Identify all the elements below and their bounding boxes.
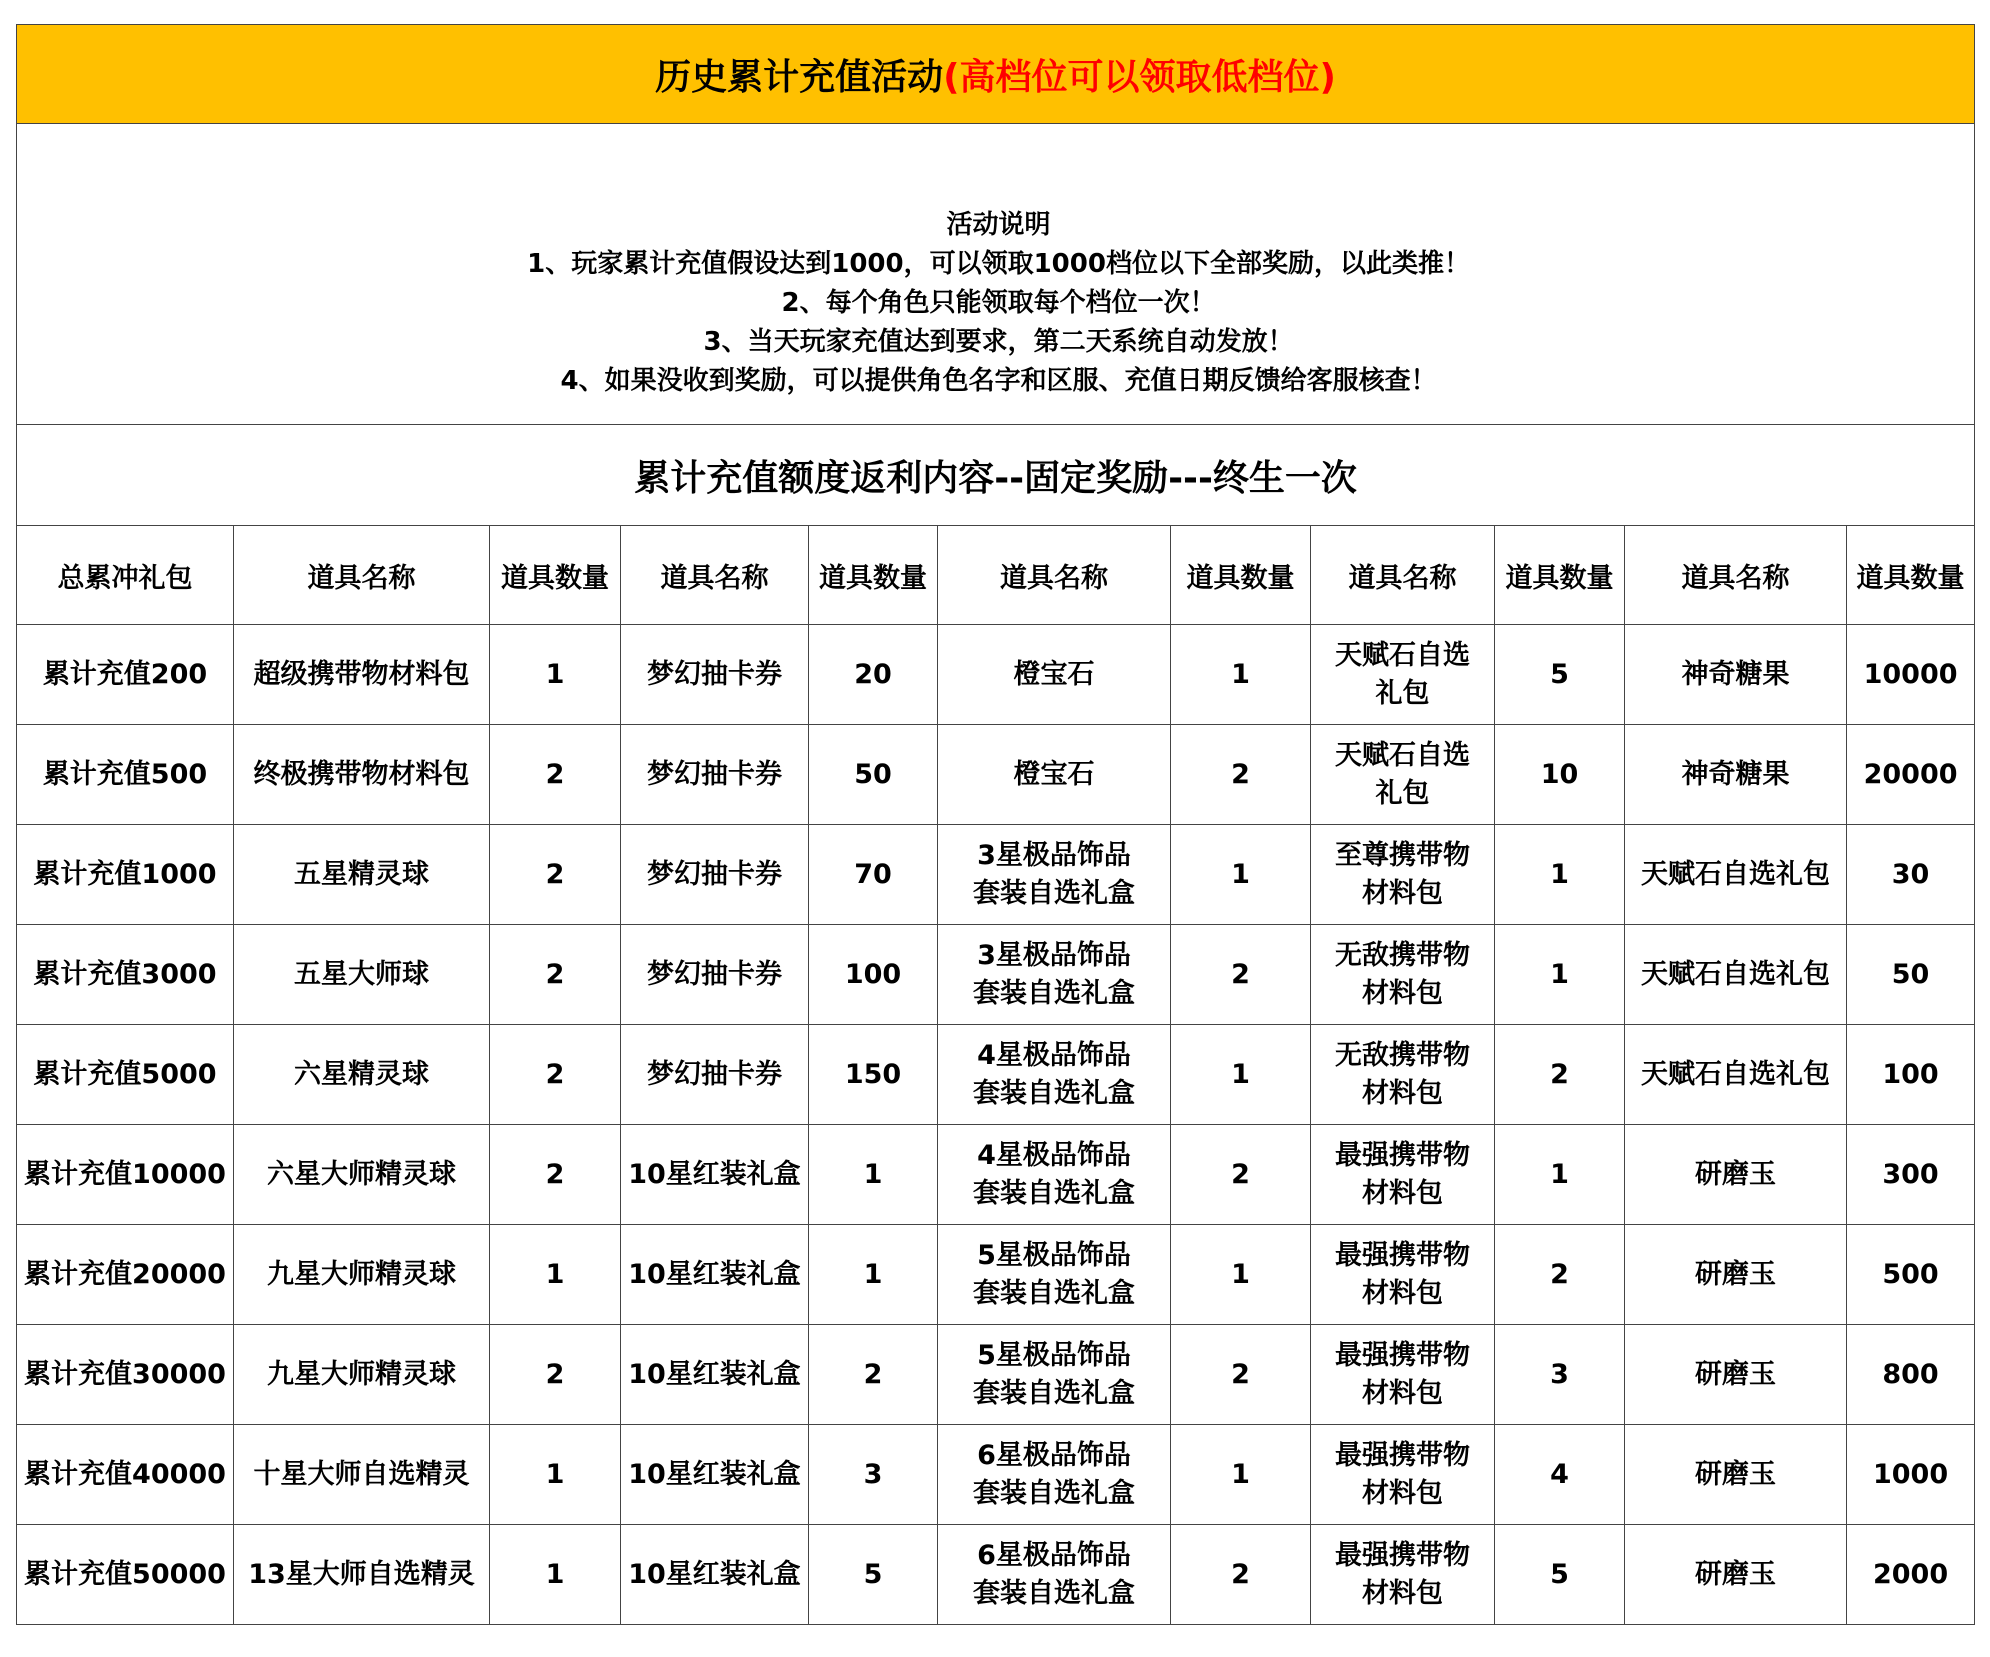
item-name: 最强携带物材料包 xyxy=(1335,1139,1470,1209)
notes-row xyxy=(17,124,1975,425)
item-qty-cell xyxy=(809,825,938,925)
item-quantity: 1 xyxy=(1550,858,1569,890)
item-name-cell xyxy=(1311,1325,1495,1425)
item-qty-cell xyxy=(809,1225,938,1325)
item-name-cell xyxy=(621,925,809,1025)
title-main: 历史累计充值活动 xyxy=(655,56,944,98)
item-name: 最强携带物材料包 xyxy=(1335,1239,1470,1309)
item-name: 六星大师精灵球 xyxy=(267,1158,456,1190)
item-name: 橙宝石 xyxy=(1013,758,1095,790)
item-quantity: 2000 xyxy=(1872,1558,1949,1590)
item-name-cell xyxy=(938,1525,1171,1625)
item-name: 九星大师精灵球 xyxy=(267,1258,456,1290)
item-name: 最强携带物材料包 xyxy=(1335,1439,1470,1509)
item-name-cell xyxy=(1311,825,1495,925)
item-qty-cell xyxy=(809,1025,938,1125)
item-quantity: 1 xyxy=(863,1158,883,1190)
item-name-cell xyxy=(621,1525,809,1625)
item-qty-cell xyxy=(1171,625,1311,725)
tier-cell xyxy=(17,725,234,825)
item-name: 九星大师精灵球 xyxy=(267,1358,456,1390)
item-qty-cell xyxy=(1171,1425,1311,1525)
item-qty-cell xyxy=(809,625,938,725)
item-name: 研磨玉 xyxy=(1695,1358,1776,1390)
item-name-cell xyxy=(1311,1025,1495,1125)
item-name: 研磨玉 xyxy=(1695,1558,1776,1590)
column-header: 道具名称 xyxy=(1311,526,1495,625)
item-name-cell xyxy=(621,625,809,725)
item-qty-cell xyxy=(490,725,621,825)
page-title xyxy=(17,25,1975,124)
item-name: 梦幻抽卡券 xyxy=(647,758,782,790)
item-qty-cell xyxy=(490,1525,621,1625)
item-name: 10星红装礼盒 xyxy=(628,1258,801,1290)
column-header: 道具数量 xyxy=(1847,526,1975,625)
item-name: 最强携带物材料包 xyxy=(1335,1339,1470,1409)
column-header: 道具数量 xyxy=(809,526,938,625)
item-quantity: 5 xyxy=(1550,658,1569,690)
item-name-cell xyxy=(621,1025,809,1125)
item-quantity: 1 xyxy=(1231,858,1250,890)
item-name-cell xyxy=(938,825,1171,925)
tier-label: 累计充值50000 xyxy=(24,1558,226,1590)
item-quantity: 1000 xyxy=(1872,1458,1949,1490)
item-qty-cell xyxy=(490,1325,621,1425)
item-name: 研磨玉 xyxy=(1695,1458,1776,1490)
item-qty-cell xyxy=(809,1525,938,1625)
item-qty-cell xyxy=(1495,1025,1625,1125)
item-quantity: 10 xyxy=(1540,758,1579,790)
item-name: 无敌携带物材料包 xyxy=(1335,1039,1470,1109)
item-quantity: 50 xyxy=(1891,958,1930,990)
item-quantity: 1 xyxy=(1550,958,1569,990)
table-row xyxy=(17,1425,1975,1525)
item-name: 4星极品饰品套装自选礼盒 xyxy=(973,1139,1135,1209)
tier-cell xyxy=(17,925,234,1025)
tier-label: 累计充值3000 xyxy=(33,958,217,990)
item-name-cell xyxy=(1311,1525,1495,1625)
item-name: 神奇糖果 xyxy=(1681,658,1790,690)
item-quantity: 2 xyxy=(1231,758,1250,790)
item-qty-cell xyxy=(1847,1325,1975,1425)
item-name-cell xyxy=(938,1025,1171,1125)
item-name-cell xyxy=(938,725,1171,825)
item-name: 6星极品饰品套装自选礼盒 xyxy=(973,1439,1135,1509)
item-name-cell xyxy=(938,925,1171,1025)
item-name-cell xyxy=(1625,1325,1847,1425)
item-name-cell xyxy=(621,1425,809,1525)
item-qty-cell xyxy=(1847,1025,1975,1125)
tier-label: 累计充值20000 xyxy=(24,1258,226,1290)
tier-cell xyxy=(17,1525,234,1625)
item-name-cell xyxy=(1625,1425,1847,1525)
item-name: 10星红装礼盒 xyxy=(628,1158,801,1190)
item-name-cell xyxy=(1311,1425,1495,1525)
item-name-cell xyxy=(234,1225,490,1325)
item-qty-cell xyxy=(1171,825,1311,925)
notes-heading: 活动说明 xyxy=(946,209,1051,240)
tier-cell xyxy=(17,825,234,925)
item-quantity: 2 xyxy=(545,858,565,890)
item-quantity: 3 xyxy=(1550,1358,1569,1390)
item-quantity: 2 xyxy=(1550,1058,1569,1090)
item-name-cell xyxy=(1311,1125,1495,1225)
item-name-cell xyxy=(234,1525,490,1625)
item-name: 橙宝石 xyxy=(1013,658,1095,690)
item-name: 梦幻抽卡券 xyxy=(647,658,782,690)
item-qty-cell xyxy=(809,1325,938,1425)
table-row xyxy=(17,1225,1975,1325)
item-qty-cell xyxy=(1495,1125,1625,1225)
table-row xyxy=(17,1525,1975,1625)
item-quantity: 1 xyxy=(1231,1458,1250,1490)
tier-label: 累计充值5000 xyxy=(33,1058,217,1090)
activity-notes xyxy=(17,148,1974,401)
item-qty-cell xyxy=(490,625,621,725)
item-quantity: 1 xyxy=(1231,1058,1250,1090)
item-quantity: 20000 xyxy=(1863,758,1958,790)
item-name: 5星极品饰品套装自选礼盒 xyxy=(973,1339,1135,1409)
item-name: 研磨玉 xyxy=(1695,1258,1776,1290)
item-name: 十星大师自选精灵 xyxy=(253,1458,470,1490)
item-quantity: 1 xyxy=(545,1458,565,1490)
item-qty-cell xyxy=(809,1125,938,1225)
item-qty-cell xyxy=(1847,1125,1975,1225)
item-qty-cell xyxy=(1847,1225,1975,1325)
item-name-cell xyxy=(621,1325,809,1425)
title-row xyxy=(17,25,1975,124)
item-name-cell xyxy=(1625,625,1847,725)
item-name: 梦幻抽卡券 xyxy=(647,958,782,990)
table-row xyxy=(17,925,1975,1025)
item-quantity: 2 xyxy=(545,1358,565,1390)
item-qty-cell xyxy=(1847,925,1975,1025)
tier-label: 累计充值1000 xyxy=(33,858,217,890)
item-name-cell xyxy=(234,625,490,725)
item-name: 天赋石自选礼包 xyxy=(1335,739,1470,809)
item-qty-cell xyxy=(1171,1125,1311,1225)
tier-cell xyxy=(17,1325,234,1425)
item-name: 6星极品饰品套装自选礼盒 xyxy=(973,1539,1135,1609)
item-qty-cell xyxy=(809,925,938,1025)
item-qty-cell xyxy=(1495,1525,1625,1625)
item-quantity: 1 xyxy=(545,1258,565,1290)
item-qty-cell xyxy=(490,825,621,925)
notes-line: 4、如果没收到奖励，可以提供角色名字和区服、充值日期反馈给客服核查！ xyxy=(560,365,1437,396)
item-name-cell xyxy=(1625,725,1847,825)
title-highlight: (高档位可以领取低档位) xyxy=(943,56,1337,98)
tier-label: 累计充值30000 xyxy=(24,1358,226,1390)
item-name-cell xyxy=(938,1225,1171,1325)
item-quantity: 20 xyxy=(854,658,892,690)
column-header: 道具名称 xyxy=(621,526,809,625)
item-name: 10星红装礼盒 xyxy=(628,1558,801,1590)
item-qty-cell xyxy=(490,1125,621,1225)
item-qty-cell xyxy=(1495,925,1625,1025)
notes-cell xyxy=(17,124,1975,425)
item-name-cell xyxy=(234,1125,490,1225)
item-name: 天赋石自选礼包 xyxy=(1641,858,1830,890)
item-name: 梦幻抽卡券 xyxy=(647,858,782,890)
tier-cell xyxy=(17,625,234,725)
table-header-row xyxy=(17,526,1975,625)
column-header: 道具数量 xyxy=(1171,526,1311,625)
item-qty-cell xyxy=(1495,825,1625,925)
item-name: 13星大师自选精灵 xyxy=(248,1558,475,1590)
item-qty-cell xyxy=(490,1425,621,1525)
item-name-cell xyxy=(234,925,490,1025)
item-qty-cell xyxy=(490,1225,621,1325)
item-name-cell xyxy=(938,1425,1171,1525)
item-quantity: 100 xyxy=(844,958,902,990)
item-name-cell xyxy=(234,725,490,825)
item-qty-cell xyxy=(1171,1225,1311,1325)
item-qty-cell xyxy=(1171,1525,1311,1625)
notes-line: 1、玩家累计充值假设达到1000，可以领取1000档位以下全部奖励，以此类推！ xyxy=(527,248,1470,279)
item-name: 3星极品饰品套装自选礼盒 xyxy=(973,839,1135,909)
item-quantity: 1 xyxy=(863,1258,883,1290)
item-quantity: 2 xyxy=(863,1358,883,1390)
item-quantity: 2 xyxy=(1231,958,1250,990)
notes-line: 3、当天玩家充值达到要求，第二天系统自动发放！ xyxy=(703,326,1294,357)
item-name-cell xyxy=(1625,1225,1847,1325)
item-quantity: 4 xyxy=(1550,1458,1569,1490)
item-quantity: 1 xyxy=(1231,1258,1250,1290)
table-row xyxy=(17,1125,1975,1225)
column-header: 道具数量 xyxy=(490,526,621,625)
item-name-cell xyxy=(621,1225,809,1325)
item-name: 超级携带物材料包 xyxy=(253,658,470,690)
reward-sheet xyxy=(16,24,1975,1625)
item-name-cell xyxy=(234,1025,490,1125)
item-quantity: 150 xyxy=(844,1058,902,1090)
item-name: 无敌携带物材料包 xyxy=(1335,939,1470,1009)
tier-label: 累计充值200 xyxy=(42,658,208,690)
item-qty-cell xyxy=(1495,625,1625,725)
item-name: 六星精灵球 xyxy=(294,1058,429,1090)
item-quantity: 2 xyxy=(1231,1558,1250,1590)
item-name: 10星红装礼盒 xyxy=(628,1458,801,1490)
tier-label: 累计充值10000 xyxy=(24,1158,226,1190)
item-name: 天赋石自选礼包 xyxy=(1641,1058,1830,1090)
item-name: 五星大师球 xyxy=(294,958,429,990)
item-quantity: 2 xyxy=(1231,1358,1250,1390)
item-qty-cell xyxy=(1171,725,1311,825)
item-name-cell xyxy=(1311,1225,1495,1325)
table-row xyxy=(17,1025,1975,1125)
item-name-cell xyxy=(1625,825,1847,925)
column-header: 道具数量 xyxy=(1495,526,1625,625)
section-title-row xyxy=(17,425,1975,526)
item-quantity: 5 xyxy=(1550,1558,1569,1590)
item-name: 至尊携带物材料包 xyxy=(1335,839,1470,909)
item-quantity: 1 xyxy=(1550,1158,1569,1190)
column-header: 道具名称 xyxy=(234,526,490,625)
item-name: 最强携带物材料包 xyxy=(1335,1539,1470,1609)
item-name-cell xyxy=(234,1325,490,1425)
item-quantity: 1 xyxy=(545,1558,565,1590)
item-qty-cell xyxy=(1847,725,1975,825)
item-name: 5星极品饰品套装自选礼盒 xyxy=(973,1239,1135,1309)
item-qty-cell xyxy=(1495,1225,1625,1325)
item-name: 4星极品饰品套装自选礼盒 xyxy=(973,1039,1135,1109)
reward-rows xyxy=(17,625,1975,1625)
item-name-cell xyxy=(234,825,490,925)
item-qty-cell xyxy=(1171,925,1311,1025)
item-quantity: 2 xyxy=(545,1058,565,1090)
column-header: 道具名称 xyxy=(1625,526,1847,625)
item-quantity: 300 xyxy=(1882,1158,1939,1190)
table-row xyxy=(17,725,1975,825)
item-qty-cell xyxy=(809,725,938,825)
item-name-cell xyxy=(1625,1025,1847,1125)
item-qty-cell xyxy=(1495,725,1625,825)
item-name: 终极携带物材料包 xyxy=(253,758,470,790)
item-quantity: 100 xyxy=(1882,1058,1939,1090)
item-name-cell xyxy=(1311,925,1495,1025)
tier-cell xyxy=(17,1025,234,1125)
table-row xyxy=(17,625,1975,725)
item-name-cell xyxy=(621,1125,809,1225)
item-name: 神奇糖果 xyxy=(1681,758,1790,790)
item-qty-cell xyxy=(1847,625,1975,725)
item-quantity: 2 xyxy=(1550,1258,1569,1290)
item-name-cell xyxy=(1311,625,1495,725)
item-quantity: 2 xyxy=(545,758,565,790)
item-quantity: 70 xyxy=(854,858,892,890)
item-name: 梦幻抽卡券 xyxy=(647,1058,782,1090)
item-quantity: 1 xyxy=(545,658,565,690)
tier-label: 累计充值500 xyxy=(42,758,208,790)
item-qty-cell xyxy=(1495,1425,1625,1525)
item-name-cell xyxy=(938,1325,1171,1425)
item-quantity: 10000 xyxy=(1863,658,1958,690)
item-name: 3星极品饰品套装自选礼盒 xyxy=(973,939,1135,1009)
section-title: 累计充值额度返利内容--固定奖励---终生一次 xyxy=(17,425,1975,526)
item-qty-cell xyxy=(490,925,621,1025)
item-name-cell xyxy=(621,725,809,825)
item-quantity: 2 xyxy=(545,1158,565,1190)
table-row xyxy=(17,1325,1975,1425)
item-name-cell xyxy=(234,1425,490,1525)
item-name: 天赋石自选礼包 xyxy=(1335,639,1470,709)
column-header: 总累冲礼包 xyxy=(17,526,234,625)
item-qty-cell xyxy=(1495,1325,1625,1425)
item-quantity: 30 xyxy=(1891,858,1930,890)
item-quantity: 5 xyxy=(863,1558,883,1590)
column-header: 道具名称 xyxy=(938,526,1171,625)
item-name-cell xyxy=(1625,1125,1847,1225)
item-name: 五星精灵球 xyxy=(294,858,429,890)
item-name-cell xyxy=(1625,925,1847,1025)
item-quantity: 50 xyxy=(854,758,892,790)
item-qty-cell xyxy=(1171,1025,1311,1125)
item-qty-cell xyxy=(490,1025,621,1125)
item-name-cell xyxy=(621,825,809,925)
item-quantity: 500 xyxy=(1882,1258,1939,1290)
item-name: 10星红装礼盒 xyxy=(628,1358,801,1390)
item-quantity: 2 xyxy=(1231,1158,1250,1190)
item-name-cell xyxy=(1625,1525,1847,1625)
item-qty-cell xyxy=(1847,1425,1975,1525)
tier-cell xyxy=(17,1125,234,1225)
item-name-cell xyxy=(938,1125,1171,1225)
item-quantity: 800 xyxy=(1882,1358,1939,1390)
tier-cell xyxy=(17,1425,234,1525)
table-row xyxy=(17,825,1975,925)
item-quantity: 1 xyxy=(1231,658,1250,690)
item-qty-cell xyxy=(1847,825,1975,925)
item-qty-cell xyxy=(809,1425,938,1525)
tier-label: 累计充值40000 xyxy=(24,1458,226,1490)
item-qty-cell xyxy=(1171,1325,1311,1425)
item-quantity: 2 xyxy=(545,958,565,990)
item-qty-cell xyxy=(1847,1525,1975,1625)
item-name-cell xyxy=(938,625,1171,725)
notes-line: 2、每个角色只能领取每个档位一次！ xyxy=(781,287,1216,318)
item-name: 天赋石自选礼包 xyxy=(1641,958,1830,990)
item-quantity: 3 xyxy=(863,1458,883,1490)
item-name: 研磨玉 xyxy=(1695,1158,1776,1190)
tier-cell xyxy=(17,1225,234,1325)
item-name-cell xyxy=(1311,725,1495,825)
